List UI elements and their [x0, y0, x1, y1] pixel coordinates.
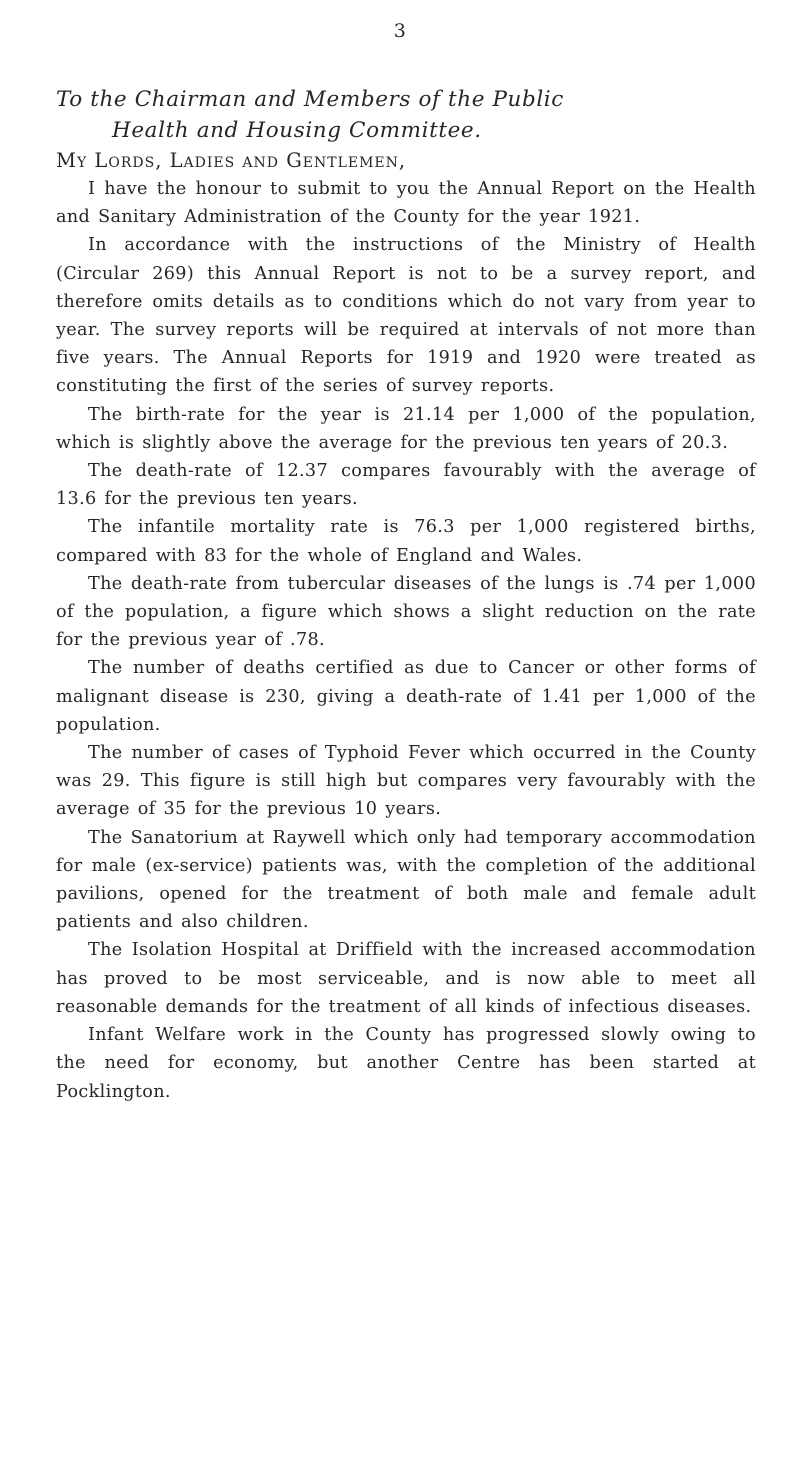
page-number: 3 — [393, 20, 407, 42]
paragraph-tubercular-diseases: The death-rate from tubercular diseases of the lungs is .74 per 1,000 of the population, a figure which shows a slight reduction on the rate for the previous year of .78. — [56, 573, 756, 651]
salutation — [56, 146, 756, 175]
paragraph-cancer: The number of deaths certified as due to Cancer or other forms of malignant disease is 230, giving a death-rate of 1.41 per 1,000 of the population. — [56, 658, 756, 735]
page-title — [56, 84, 756, 146]
paragraph-infantile-mortality: The infantile mortality rate is 76.3 per 1,000 registered births, compared with 83 for the whole of England and Wales. — [56, 517, 756, 566]
paragraph-isolation-hospital: The Isolation Hospital at Driffield with the increased accommodation has proved to be most serviceable, and is now able to meet all reasonable demands for the treatment of all kinds of infectious diseases. — [56, 940, 756, 1017]
paragraph-sanatorium: The Sanatorium at Raywell which only had temporary accommodation for male (ex-service) patients was, with the completion of the additional pavilions, opened for the treatment of both male and female adult patients and also children. — [56, 827, 756, 933]
paragraph-typhoid: The number of cases of Typhoid Fever which occurred in the County was 29. This figure is still high but compares very favourably with the average of 35 for the previous 10 years. — [56, 743, 756, 820]
paragraph-death-rate: The death-rate of 12.37 compares favourably with the average of 13.6 for the previous ten years. — [56, 461, 756, 510]
paragraph-birth-rate: The birth-rate for the year is 21.14 per 1,000 of the population, which is slightly above the average for the previous ten years of 20.3. — [56, 404, 756, 453]
paragraph-annual-report: I have the honour to submit to you the Annual Report on the Health and Sanitary Administration of the County for the year 1921. — [56, 179, 756, 228]
salutation-text: My Lords, Ladies and Gentlemen, — [56, 149, 407, 172]
title-line-2: Health and Housing Committee. — [112, 118, 482, 143]
title-line-1: To the Chairman and Members of the Public — [56, 87, 564, 112]
paragraph-ministry-circular: In accordance with the instructions of the Ministry of Health (Circular 269) this Annual Report is not to be a survey report, and therefore omits details as to conditions which do not vary from year to year. The survey reports will be required at intervals of not more than five years. The Annual Reports for 1919 and 1920 were treated as constituting the first of the series of survey reports. — [56, 235, 756, 397]
paragraph-infant-welfare: Infant Welfare work in the County has progressed slowly owing to the need for economy, but another Centre has been started at Pocklington. — [56, 1025, 756, 1102]
report-body — [56, 84, 756, 1106]
